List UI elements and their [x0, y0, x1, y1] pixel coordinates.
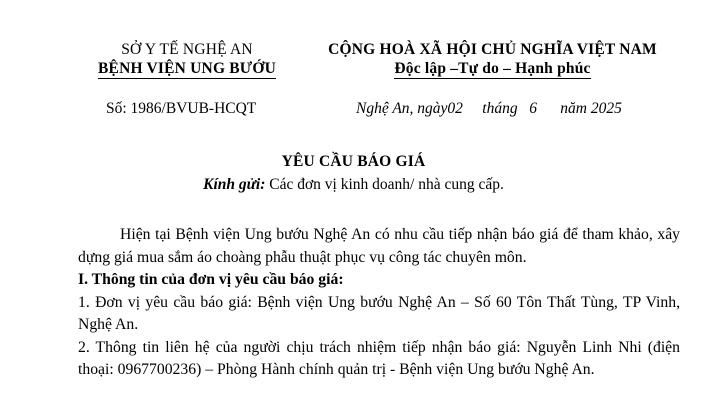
agency-name: SỞ Y TẾ NGHỆ AN: [121, 41, 253, 58]
info-item-1: 1. Đơn vị yêu cầu báo giá: Bệnh viện Ung bướu Nghệ An – Số 60 Tôn Thất Tùng, TP Vinh, Nghệ An.: [78, 293, 680, 333]
date-year-label: năm: [560, 100, 587, 117]
document-number: Số: 1986/BVUB-HCQT: [106, 100, 257, 117]
date-line: [356, 100, 622, 118]
recipient-text: Các đơn vị kinh doanh/ nhà cung cấp.: [269, 176, 504, 193]
intro-paragraph: Hiện tại Bệnh viện Ung bướu Nghệ An có nhu cầu tiếp nhận báo giá để tham khảo, xây dựng giá mua sắm áo choàng phẫu thuật phục vụ công tác chuyên môn.: [78, 226, 680, 266]
date-year: 2025: [590, 100, 622, 117]
country-name: CỘNG HOÀ XÃ HỘI CHỦ NGHĨA VIỆT NAM: [328, 41, 657, 58]
recipient-line: [0, 176, 707, 194]
info-item-2: 2. Thông tin liên hệ của người chịu trách nhiệm tiếp nhận báo giá: Nguyễn Linh Nhi (điện thoại: 0967700236) – Phòng Hành chính quản trị - Bệnh viện Ung bướu Nghệ An.: [78, 338, 680, 378]
recipient-label: Kính gửi:: [203, 176, 266, 193]
national-motto: Độc lập –Tự do – Hạnh phúc: [394, 60, 591, 77]
date-day: 02: [447, 100, 463, 117]
issuer-block: [78, 40, 296, 79]
hospital-name: BỆNH VIỆN UNG BƯỚU: [98, 60, 276, 77]
document-body: [78, 224, 680, 382]
section-heading: I. Thông tin của đơn vị yêu cầu báo giá:: [78, 271, 344, 288]
document-title: YÊU CẦU BÁO GIÁ: [281, 153, 426, 170]
date-place: Nghệ An, ngày: [356, 100, 448, 117]
date-month-label: tháng: [482, 100, 518, 117]
date-month: 6: [529, 100, 537, 117]
national-heading: [300, 40, 685, 79]
